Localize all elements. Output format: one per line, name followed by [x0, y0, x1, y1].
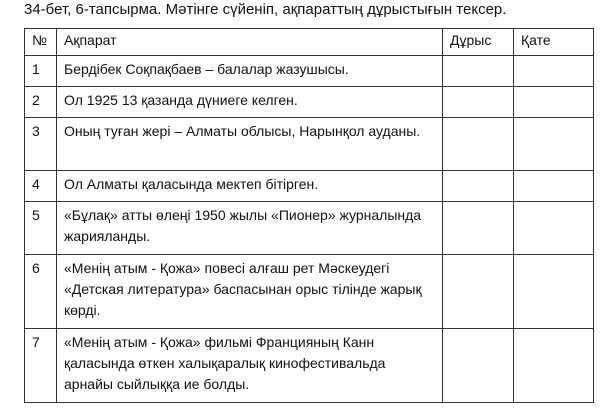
wrong-cell[interactable] [514, 202, 594, 255]
header-num: № [25, 29, 57, 56]
correct-cell[interactable] [443, 118, 514, 171]
table-row [25, 202, 594, 255]
header-info: Ақпарат [57, 29, 443, 56]
wrong-cell[interactable] [514, 118, 594, 171]
row-num: 6 [25, 255, 57, 329]
row-text: Оның туған жері – Алматы облысы, Нарынқол ауданы. [57, 118, 443, 171]
info-table [24, 28, 594, 403]
table-header-row [25, 29, 594, 56]
row-text: Ол 1925 13 қазанда дүниеге келген. [57, 87, 443, 118]
table-row [25, 171, 594, 202]
row-num: 7 [25, 329, 57, 403]
correct-cell[interactable] [443, 255, 514, 329]
table-row [25, 255, 594, 329]
row-text: «Менің атым - Қожа» повесі алғаш рет Мәскеудегі «Детская литература» баспасынан орыс тілінде жарық көрді. [57, 255, 443, 329]
table-row [25, 56, 594, 87]
row-text: Бердібек Соқпақбаев – балалар жазушысы. [57, 56, 443, 87]
row-text: «Бұлақ» атты өлеңі 1950 жылы «Пионер» журналында жарияланды. [57, 202, 443, 255]
row-num: 3 [25, 118, 57, 171]
row-num: 2 [25, 87, 57, 118]
correct-cell[interactable] [443, 171, 514, 202]
header-correct: Дұрыс [443, 29, 514, 56]
wrong-cell[interactable] [514, 255, 594, 329]
correct-cell[interactable] [443, 329, 514, 403]
row-num: 4 [25, 171, 57, 202]
wrong-cell[interactable] [514, 171, 594, 202]
wrong-cell[interactable] [514, 329, 594, 403]
row-text: Ол Алматы қаласында мектеп бітірген. [57, 171, 443, 202]
row-num: 5 [25, 202, 57, 255]
task-title: 34-бет, 6-тапсырма. Мәтінге сүйеніп, ақпараттың дұрыстығын тексер. [24, 1, 507, 18]
wrong-cell[interactable] [514, 87, 594, 118]
correct-cell[interactable] [443, 56, 514, 87]
correct-cell[interactable] [443, 202, 514, 255]
wrong-cell[interactable] [514, 56, 594, 87]
correct-cell[interactable] [443, 87, 514, 118]
table-row [25, 87, 594, 118]
table-row [25, 118, 594, 171]
table-row [25, 329, 594, 403]
row-text: «Менің атым - Қожа» фильмі Францияның Канн қаласында өткен халықаралық кинофестивальда арнайы сыйлыққа ие болды. [57, 329, 443, 403]
row-num: 1 [25, 56, 57, 87]
header-wrong: Қате [514, 29, 594, 56]
